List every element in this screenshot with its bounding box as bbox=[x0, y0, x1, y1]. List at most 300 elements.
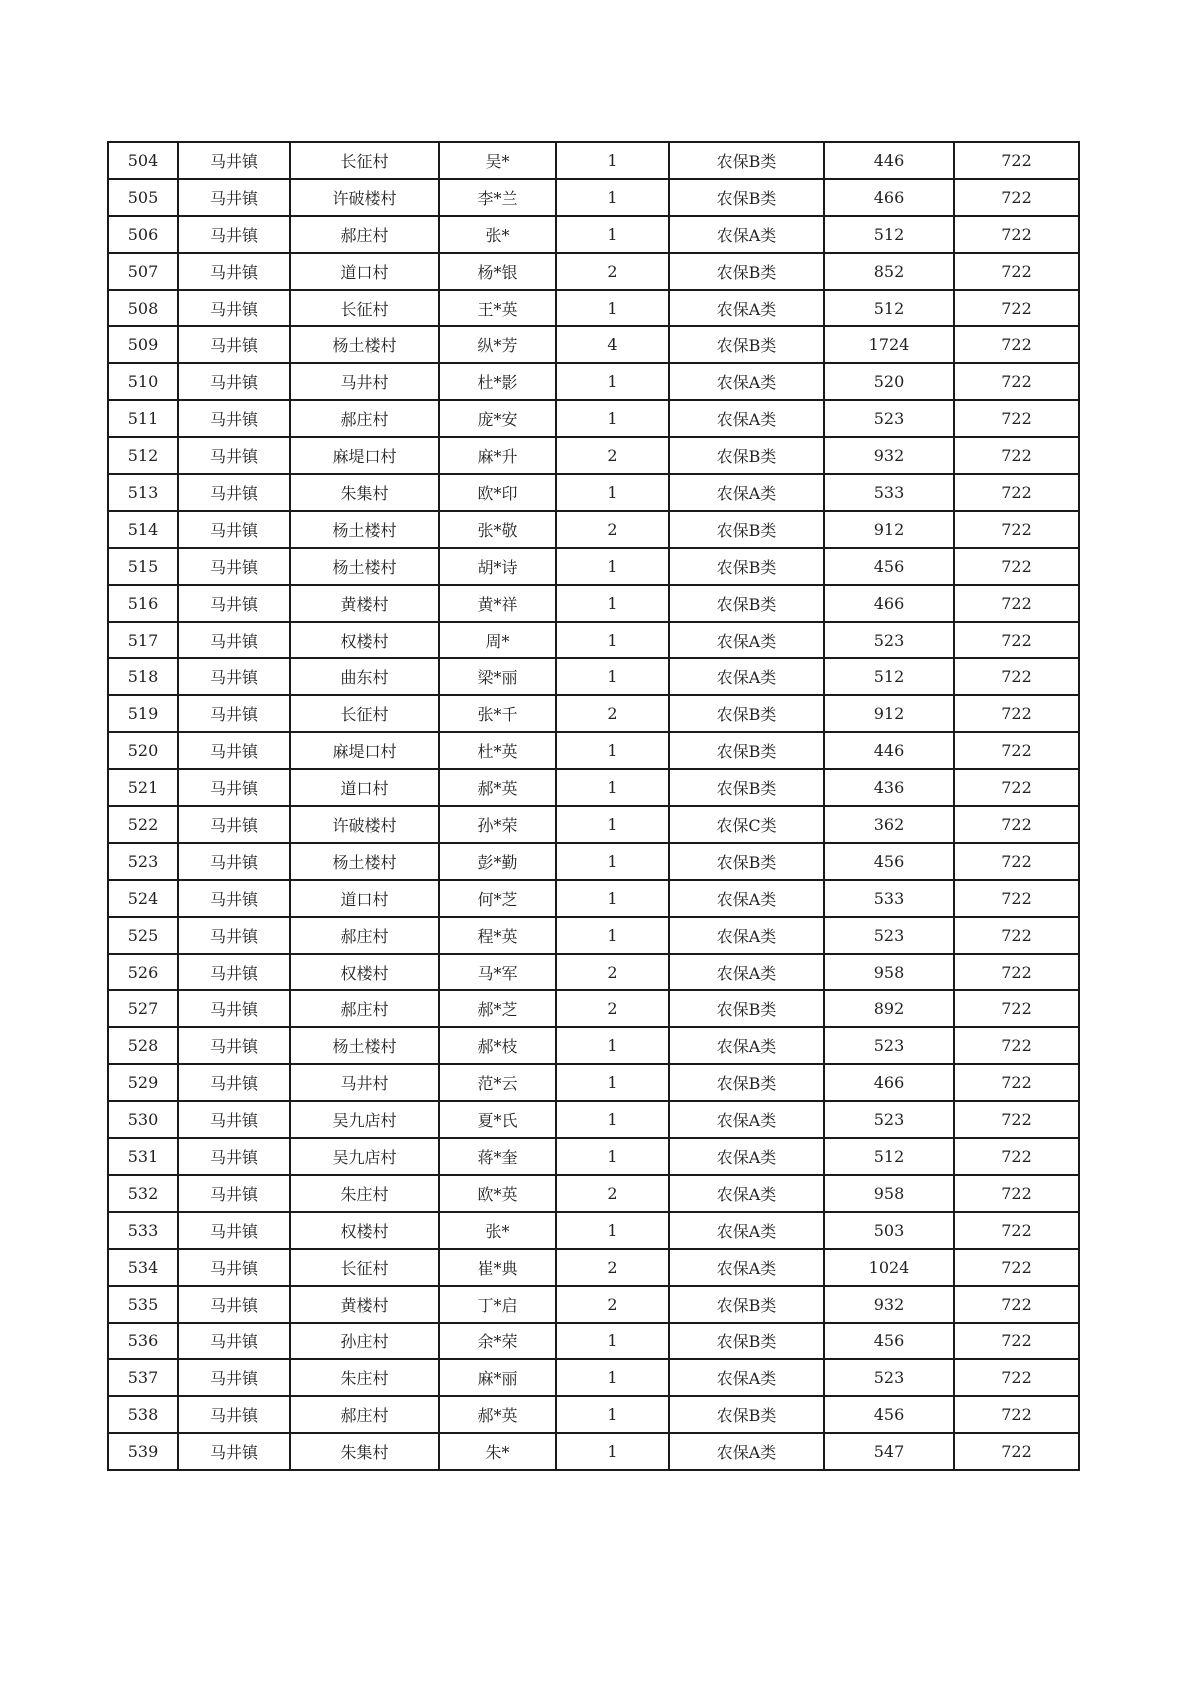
cell-standard: 722 bbox=[954, 1027, 1079, 1064]
cell-household-count: 1 bbox=[556, 1064, 669, 1101]
table-row bbox=[108, 1212, 1079, 1249]
cell-village: 杨土楼村 bbox=[290, 326, 439, 363]
cell-household-count: 1 bbox=[556, 1359, 669, 1396]
table-row bbox=[108, 548, 1079, 585]
cell-village: 郝庄村 bbox=[290, 990, 439, 1027]
cell-household-count: 2 bbox=[556, 1286, 669, 1323]
cell-amount: 533 bbox=[824, 880, 954, 917]
cell-insurance-category: 农保B类 bbox=[669, 1064, 824, 1101]
cell-serial-number: 534 bbox=[108, 1249, 178, 1286]
cell-name: 杨*银 bbox=[439, 253, 556, 290]
cell-insurance-category: 农保B类 bbox=[669, 1396, 824, 1433]
cell-household-count: 1 bbox=[556, 290, 669, 327]
cell-household-count: 1 bbox=[556, 1138, 669, 1175]
cell-household-count: 1 bbox=[556, 917, 669, 954]
cell-insurance-category: 农保B类 bbox=[669, 511, 824, 548]
cell-village: 吴九店村 bbox=[290, 1138, 439, 1175]
cell-name: 范*云 bbox=[439, 1064, 556, 1101]
cell-insurance-category: 农保A类 bbox=[669, 1027, 824, 1064]
cell-standard: 722 bbox=[954, 954, 1079, 991]
cell-name: 杜*影 bbox=[439, 363, 556, 400]
cell-village: 道口村 bbox=[290, 880, 439, 917]
cell-name: 欧*印 bbox=[439, 474, 556, 511]
cell-amount: 362 bbox=[824, 806, 954, 843]
cell-insurance-category: 农保B类 bbox=[669, 843, 824, 880]
cell-name: 吴* bbox=[439, 142, 556, 179]
cell-name: 朱* bbox=[439, 1433, 556, 1470]
cell-insurance-category: 农保A类 bbox=[669, 622, 824, 659]
cell-amount: 456 bbox=[824, 1323, 954, 1360]
cell-household-count: 1 bbox=[556, 400, 669, 437]
cell-town: 马井镇 bbox=[178, 1138, 290, 1175]
cell-town: 马井镇 bbox=[178, 732, 290, 769]
cell-household-count: 2 bbox=[556, 511, 669, 548]
cell-name: 张* bbox=[439, 216, 556, 253]
cell-amount: 1724 bbox=[824, 326, 954, 363]
cell-serial-number: 531 bbox=[108, 1138, 178, 1175]
cell-household-count: 1 bbox=[556, 806, 669, 843]
cell-village: 郝庄村 bbox=[290, 400, 439, 437]
cell-village: 许破楼村 bbox=[290, 806, 439, 843]
cell-amount: 912 bbox=[824, 511, 954, 548]
table-row bbox=[108, 437, 1079, 474]
cell-amount: 523 bbox=[824, 1101, 954, 1138]
cell-serial-number: 532 bbox=[108, 1175, 178, 1212]
cell-insurance-category: 农保B类 bbox=[669, 732, 824, 769]
cell-insurance-category: 农保A类 bbox=[669, 1212, 824, 1249]
cell-insurance-category: 农保A类 bbox=[669, 1249, 824, 1286]
cell-village: 麻堤口村 bbox=[290, 732, 439, 769]
cell-town: 马井镇 bbox=[178, 474, 290, 511]
cell-standard: 722 bbox=[954, 843, 1079, 880]
cell-insurance-category: 农保A类 bbox=[669, 363, 824, 400]
cell-village: 长征村 bbox=[290, 1249, 439, 1286]
cell-name: 郝*英 bbox=[439, 1396, 556, 1433]
cell-household-count: 1 bbox=[556, 142, 669, 179]
cell-household-count: 1 bbox=[556, 216, 669, 253]
cell-village: 郝庄村 bbox=[290, 917, 439, 954]
cell-standard: 722 bbox=[954, 622, 1079, 659]
cell-serial-number: 507 bbox=[108, 253, 178, 290]
cell-village: 许破楼村 bbox=[290, 179, 439, 216]
cell-town: 马井镇 bbox=[178, 1027, 290, 1064]
cell-insurance-category: 农保A类 bbox=[669, 400, 824, 437]
table-row bbox=[108, 880, 1079, 917]
cell-standard: 722 bbox=[954, 326, 1079, 363]
cell-serial-number: 536 bbox=[108, 1323, 178, 1360]
cell-standard: 722 bbox=[954, 511, 1079, 548]
cell-serial-number: 509 bbox=[108, 326, 178, 363]
cell-serial-number: 526 bbox=[108, 954, 178, 991]
cell-standard: 722 bbox=[954, 1249, 1079, 1286]
cell-amount: 512 bbox=[824, 1138, 954, 1175]
cell-town: 马井镇 bbox=[178, 179, 290, 216]
cell-serial-number: 506 bbox=[108, 216, 178, 253]
cell-town: 马井镇 bbox=[178, 695, 290, 732]
cell-serial-number: 533 bbox=[108, 1212, 178, 1249]
cell-serial-number: 538 bbox=[108, 1396, 178, 1433]
table-row bbox=[108, 769, 1079, 806]
table-row bbox=[108, 253, 1079, 290]
cell-village: 朱集村 bbox=[290, 474, 439, 511]
table-row bbox=[108, 658, 1079, 695]
cell-serial-number: 529 bbox=[108, 1064, 178, 1101]
cell-standard: 722 bbox=[954, 769, 1079, 806]
cell-insurance-category: 农保A类 bbox=[669, 1433, 824, 1470]
cell-serial-number: 516 bbox=[108, 585, 178, 622]
cell-household-count: 1 bbox=[556, 474, 669, 511]
cell-amount: 547 bbox=[824, 1433, 954, 1470]
cell-standard: 722 bbox=[954, 1396, 1079, 1433]
cell-town: 马井镇 bbox=[178, 290, 290, 327]
cell-amount: 466 bbox=[824, 179, 954, 216]
cell-amount: 512 bbox=[824, 658, 954, 695]
cell-amount: 512 bbox=[824, 290, 954, 327]
cell-amount: 1024 bbox=[824, 1249, 954, 1286]
cell-village: 杨土楼村 bbox=[290, 1027, 439, 1064]
cell-insurance-category: 农保A类 bbox=[669, 954, 824, 991]
cell-insurance-category: 农保A类 bbox=[669, 474, 824, 511]
cell-name: 何*芝 bbox=[439, 880, 556, 917]
table-row bbox=[108, 290, 1079, 327]
table-row bbox=[108, 179, 1079, 216]
table-row bbox=[108, 216, 1079, 253]
table-row bbox=[108, 806, 1079, 843]
roster-table bbox=[107, 141, 1080, 1471]
cell-household-count: 1 bbox=[556, 363, 669, 400]
cell-serial-number: 522 bbox=[108, 806, 178, 843]
cell-name: 蒋*奎 bbox=[439, 1138, 556, 1175]
cell-town: 马井镇 bbox=[178, 548, 290, 585]
cell-name: 丁*启 bbox=[439, 1286, 556, 1323]
cell-insurance-category: 农保A类 bbox=[669, 1101, 824, 1138]
cell-name: 庞*安 bbox=[439, 400, 556, 437]
cell-insurance-category: 农保A类 bbox=[669, 880, 824, 917]
cell-household-count: 2 bbox=[556, 695, 669, 732]
cell-insurance-category: 农保B类 bbox=[669, 548, 824, 585]
cell-serial-number: 524 bbox=[108, 880, 178, 917]
cell-name: 崔*典 bbox=[439, 1249, 556, 1286]
cell-name: 余*荣 bbox=[439, 1323, 556, 1360]
cell-name: 郝*枝 bbox=[439, 1027, 556, 1064]
cell-village: 杨土楼村 bbox=[290, 548, 439, 585]
cell-name: 孙*荣 bbox=[439, 806, 556, 843]
cell-insurance-category: 农保B类 bbox=[669, 253, 824, 290]
cell-insurance-category: 农保A类 bbox=[669, 1175, 824, 1212]
cell-amount: 523 bbox=[824, 1027, 954, 1064]
cell-insurance-category: 农保B类 bbox=[669, 437, 824, 474]
cell-serial-number: 535 bbox=[108, 1286, 178, 1323]
cell-insurance-category: 农保A类 bbox=[669, 658, 824, 695]
cell-village: 道口村 bbox=[290, 253, 439, 290]
cell-name: 欧*英 bbox=[439, 1175, 556, 1212]
cell-town: 马井镇 bbox=[178, 326, 290, 363]
cell-insurance-category: 农保B类 bbox=[669, 769, 824, 806]
cell-amount: 912 bbox=[824, 695, 954, 732]
cell-village: 朱庄村 bbox=[290, 1175, 439, 1212]
cell-household-count: 1 bbox=[556, 769, 669, 806]
cell-insurance-category: 农保B类 bbox=[669, 142, 824, 179]
cell-household-count: 1 bbox=[556, 622, 669, 659]
cell-amount: 456 bbox=[824, 843, 954, 880]
cell-serial-number: 510 bbox=[108, 363, 178, 400]
cell-insurance-category: 农保B类 bbox=[669, 1323, 824, 1360]
cell-household-count: 2 bbox=[556, 954, 669, 991]
table-row bbox=[108, 1359, 1079, 1396]
cell-household-count: 2 bbox=[556, 253, 669, 290]
cell-name: 黄*祥 bbox=[439, 585, 556, 622]
cell-name: 王*英 bbox=[439, 290, 556, 327]
cell-name: 麻*丽 bbox=[439, 1359, 556, 1396]
cell-town: 马井镇 bbox=[178, 1212, 290, 1249]
cell-standard: 722 bbox=[954, 216, 1079, 253]
table-row bbox=[108, 843, 1079, 880]
table-row bbox=[108, 326, 1079, 363]
cell-amount: 533 bbox=[824, 474, 954, 511]
cell-standard: 722 bbox=[954, 400, 1079, 437]
cell-town: 马井镇 bbox=[178, 1323, 290, 1360]
cell-household-count: 1 bbox=[556, 732, 669, 769]
cell-town: 马井镇 bbox=[178, 216, 290, 253]
table-row bbox=[108, 1323, 1079, 1360]
cell-name: 马*军 bbox=[439, 954, 556, 991]
cell-insurance-category: 农保B类 bbox=[669, 585, 824, 622]
cell-amount: 436 bbox=[824, 769, 954, 806]
cell-name: 杜*英 bbox=[439, 732, 556, 769]
table-row bbox=[108, 622, 1079, 659]
cell-insurance-category: 农保B类 bbox=[669, 990, 824, 1027]
cell-amount: 456 bbox=[824, 548, 954, 585]
cell-amount: 892 bbox=[824, 990, 954, 1027]
cell-village: 朱庄村 bbox=[290, 1359, 439, 1396]
cell-town: 马井镇 bbox=[178, 1286, 290, 1323]
cell-name: 周* bbox=[439, 622, 556, 659]
cell-town: 马井镇 bbox=[178, 1249, 290, 1286]
cell-village: 权楼村 bbox=[290, 1212, 439, 1249]
cell-insurance-category: 农保B类 bbox=[669, 179, 824, 216]
cell-name: 张*敬 bbox=[439, 511, 556, 548]
cell-standard: 722 bbox=[954, 1064, 1079, 1101]
cell-insurance-category: 农保B类 bbox=[669, 1286, 824, 1323]
cell-village: 郝庄村 bbox=[290, 1396, 439, 1433]
cell-standard: 722 bbox=[954, 1212, 1079, 1249]
cell-household-count: 1 bbox=[556, 1396, 669, 1433]
cell-amount: 932 bbox=[824, 437, 954, 474]
cell-village: 道口村 bbox=[290, 769, 439, 806]
cell-village: 杨土楼村 bbox=[290, 511, 439, 548]
cell-standard: 722 bbox=[954, 1433, 1079, 1470]
cell-household-count: 1 bbox=[556, 880, 669, 917]
cell-standard: 722 bbox=[954, 437, 1079, 474]
table-row bbox=[108, 1249, 1079, 1286]
roster-table-body bbox=[108, 142, 1079, 1470]
cell-village: 黄楼村 bbox=[290, 585, 439, 622]
cell-serial-number: 518 bbox=[108, 658, 178, 695]
cell-village: 朱集村 bbox=[290, 1433, 439, 1470]
cell-name: 夏*氏 bbox=[439, 1101, 556, 1138]
table-row bbox=[108, 1433, 1079, 1470]
cell-amount: 446 bbox=[824, 732, 954, 769]
cell-amount: 958 bbox=[824, 954, 954, 991]
cell-serial-number: 527 bbox=[108, 990, 178, 1027]
cell-standard: 722 bbox=[954, 880, 1079, 917]
cell-village: 权楼村 bbox=[290, 954, 439, 991]
cell-village: 权楼村 bbox=[290, 622, 439, 659]
cell-insurance-category: 农保B类 bbox=[669, 695, 824, 732]
cell-serial-number: 512 bbox=[108, 437, 178, 474]
cell-village: 马井村 bbox=[290, 1064, 439, 1101]
cell-town: 马井镇 bbox=[178, 769, 290, 806]
cell-village: 曲东村 bbox=[290, 658, 439, 695]
table-row bbox=[108, 363, 1079, 400]
table-row bbox=[108, 474, 1079, 511]
table-row bbox=[108, 511, 1079, 548]
cell-standard: 722 bbox=[954, 917, 1079, 954]
cell-standard: 722 bbox=[954, 1138, 1079, 1175]
cell-amount: 523 bbox=[824, 917, 954, 954]
cell-serial-number: 530 bbox=[108, 1101, 178, 1138]
cell-serial-number: 528 bbox=[108, 1027, 178, 1064]
cell-town: 马井镇 bbox=[178, 437, 290, 474]
cell-standard: 722 bbox=[954, 990, 1079, 1027]
cell-household-count: 1 bbox=[556, 1212, 669, 1249]
cell-amount: 932 bbox=[824, 1286, 954, 1323]
cell-village: 长征村 bbox=[290, 142, 439, 179]
cell-standard: 722 bbox=[954, 142, 1079, 179]
cell-insurance-category: 农保A类 bbox=[669, 1359, 824, 1396]
cell-serial-number: 505 bbox=[108, 179, 178, 216]
cell-amount: 456 bbox=[824, 1396, 954, 1433]
cell-village: 麻堤口村 bbox=[290, 437, 439, 474]
cell-standard: 722 bbox=[954, 806, 1079, 843]
cell-name: 胡*诗 bbox=[439, 548, 556, 585]
cell-town: 马井镇 bbox=[178, 1359, 290, 1396]
cell-household-count: 1 bbox=[556, 1027, 669, 1064]
table-row bbox=[108, 585, 1079, 622]
cell-town: 马井镇 bbox=[178, 917, 290, 954]
cell-name: 彭*勤 bbox=[439, 843, 556, 880]
cell-village: 郝庄村 bbox=[290, 216, 439, 253]
cell-standard: 722 bbox=[954, 474, 1079, 511]
table-row bbox=[108, 695, 1079, 732]
cell-insurance-category: 农保A类 bbox=[669, 216, 824, 253]
table-row bbox=[108, 990, 1079, 1027]
table-row bbox=[108, 1101, 1079, 1138]
cell-town: 马井镇 bbox=[178, 253, 290, 290]
cell-amount: 520 bbox=[824, 363, 954, 400]
cell-serial-number: 520 bbox=[108, 732, 178, 769]
cell-amount: 512 bbox=[824, 216, 954, 253]
cell-insurance-category: 农保A类 bbox=[669, 1138, 824, 1175]
cell-village: 孙庄村 bbox=[290, 1323, 439, 1360]
cell-serial-number: 521 bbox=[108, 769, 178, 806]
table-row bbox=[108, 1064, 1079, 1101]
table-row bbox=[108, 1286, 1079, 1323]
cell-name: 郝*芝 bbox=[439, 990, 556, 1027]
cell-insurance-category: 农保A类 bbox=[669, 290, 824, 327]
cell-household-count: 1 bbox=[556, 585, 669, 622]
cell-household-count: 1 bbox=[556, 658, 669, 695]
cell-serial-number: 525 bbox=[108, 917, 178, 954]
table-row bbox=[108, 732, 1079, 769]
cell-household-count: 1 bbox=[556, 179, 669, 216]
cell-village: 马井村 bbox=[290, 363, 439, 400]
cell-standard: 722 bbox=[954, 732, 1079, 769]
cell-town: 马井镇 bbox=[178, 363, 290, 400]
cell-standard: 722 bbox=[954, 1101, 1079, 1138]
cell-standard: 722 bbox=[954, 548, 1079, 585]
cell-town: 马井镇 bbox=[178, 1064, 290, 1101]
cell-serial-number: 539 bbox=[108, 1433, 178, 1470]
cell-household-count: 2 bbox=[556, 1175, 669, 1212]
cell-insurance-category: 农保C类 bbox=[669, 806, 824, 843]
cell-amount: 503 bbox=[824, 1212, 954, 1249]
cell-serial-number: 513 bbox=[108, 474, 178, 511]
cell-town: 马井镇 bbox=[178, 622, 290, 659]
cell-serial-number: 514 bbox=[108, 511, 178, 548]
cell-serial-number: 537 bbox=[108, 1359, 178, 1396]
cell-village: 杨土楼村 bbox=[290, 843, 439, 880]
cell-standard: 722 bbox=[954, 1286, 1079, 1323]
cell-standard: 722 bbox=[954, 585, 1079, 622]
cell-serial-number: 504 bbox=[108, 142, 178, 179]
cell-amount: 446 bbox=[824, 142, 954, 179]
cell-household-count: 1 bbox=[556, 1433, 669, 1470]
cell-standard: 722 bbox=[954, 695, 1079, 732]
cell-amount: 852 bbox=[824, 253, 954, 290]
table-row bbox=[108, 954, 1079, 991]
cell-village: 黄楼村 bbox=[290, 1286, 439, 1323]
cell-household-count: 2 bbox=[556, 437, 669, 474]
cell-town: 马井镇 bbox=[178, 511, 290, 548]
cell-serial-number: 515 bbox=[108, 548, 178, 585]
table-row bbox=[108, 1138, 1079, 1175]
cell-town: 马井镇 bbox=[178, 1396, 290, 1433]
cell-town: 马井镇 bbox=[178, 1101, 290, 1138]
cell-standard: 722 bbox=[954, 1323, 1079, 1360]
cell-standard: 722 bbox=[954, 179, 1079, 216]
cell-amount: 523 bbox=[824, 400, 954, 437]
cell-name: 程*英 bbox=[439, 917, 556, 954]
cell-household-count: 1 bbox=[556, 843, 669, 880]
cell-name: 郝*英 bbox=[439, 769, 556, 806]
cell-serial-number: 523 bbox=[108, 843, 178, 880]
cell-serial-number: 519 bbox=[108, 695, 178, 732]
cell-town: 马井镇 bbox=[178, 954, 290, 991]
cell-name: 梁*丽 bbox=[439, 658, 556, 695]
cell-amount: 466 bbox=[824, 1064, 954, 1101]
table-row bbox=[108, 142, 1079, 179]
cell-name: 张*千 bbox=[439, 695, 556, 732]
cell-town: 马井镇 bbox=[178, 1175, 290, 1212]
cell-town: 马井镇 bbox=[178, 658, 290, 695]
cell-household-count: 2 bbox=[556, 1249, 669, 1286]
cell-household-count: 4 bbox=[556, 326, 669, 363]
cell-insurance-category: 农保A类 bbox=[669, 917, 824, 954]
cell-town: 马井镇 bbox=[178, 880, 290, 917]
cell-village: 长征村 bbox=[290, 695, 439, 732]
cell-serial-number: 517 bbox=[108, 622, 178, 659]
cell-town: 马井镇 bbox=[178, 843, 290, 880]
cell-standard: 722 bbox=[954, 253, 1079, 290]
cell-serial-number: 508 bbox=[108, 290, 178, 327]
cell-household-count: 1 bbox=[556, 1323, 669, 1360]
cell-insurance-category: 农保B类 bbox=[669, 326, 824, 363]
cell-standard: 722 bbox=[954, 658, 1079, 695]
cell-standard: 722 bbox=[954, 363, 1079, 400]
cell-amount: 523 bbox=[824, 622, 954, 659]
cell-village: 吴九店村 bbox=[290, 1101, 439, 1138]
